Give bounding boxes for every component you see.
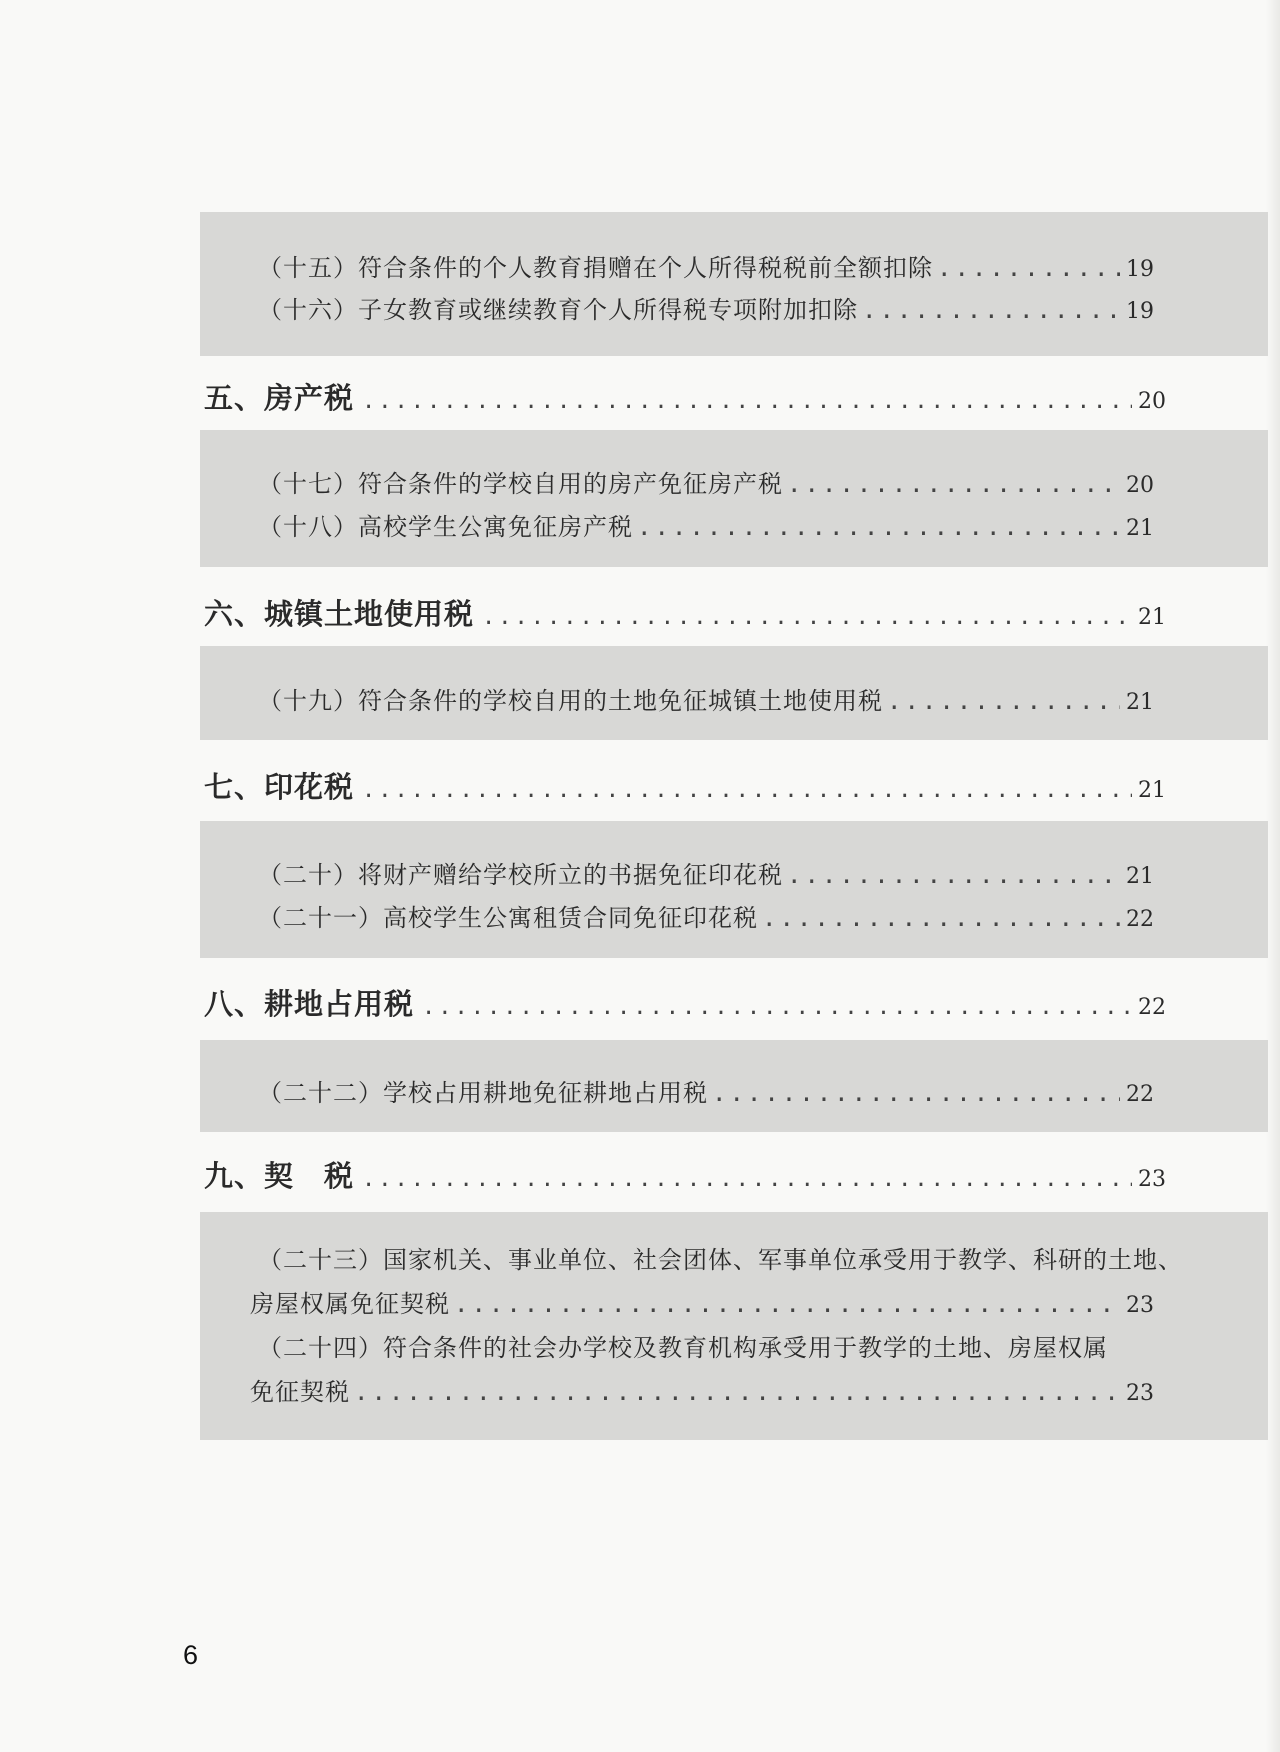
toc-section-heading[interactable] xyxy=(204,592,1166,633)
leader-dots xyxy=(937,254,1120,282)
toc-page-number: 23 xyxy=(1138,1167,1166,1192)
toc-entry-title: （十七）符合条件的学校自用的房产免征房产税 xyxy=(258,470,783,498)
leader-dots xyxy=(637,513,1120,541)
toc-entry[interactable] xyxy=(250,1284,1154,1319)
leader-dots xyxy=(862,296,1120,324)
toc-entry-title: （十九）符合条件的学校自用的土地免征城镇土地使用税 xyxy=(258,687,883,715)
section-title: 八、耕地占用税 xyxy=(204,987,415,1021)
toc-entry[interactable] xyxy=(258,1073,1154,1108)
toc-subsection-box xyxy=(200,430,1268,567)
toc-entry-title: （十八）高校学生公寓免征房产税 xyxy=(258,513,633,541)
toc-entry-title: （二十一）高校学生公寓租赁合同免征印花税 xyxy=(258,904,758,932)
leader-dots xyxy=(482,605,1132,630)
toc-page-number: 19 xyxy=(1126,257,1154,282)
toc-entry-title: （二十）将财产赠给学校所立的书据免征印花税 xyxy=(258,861,783,889)
toc-page-number: 21 xyxy=(1138,778,1166,803)
section-title: 六、城镇土地使用税 xyxy=(204,597,475,631)
leader-dots xyxy=(712,1079,1120,1107)
leader-dots xyxy=(762,904,1120,932)
toc-entry-title-line2: 免征契税 xyxy=(250,1378,350,1406)
toc-entry-title: （十五）符合条件的个人教育捐赠在个人所得税税前全额扣除 xyxy=(258,254,933,282)
leader-dots xyxy=(787,470,1120,498)
toc-page-number: 21 xyxy=(1126,516,1154,541)
toc-entry-title-line1: （二十三）国家机关、事业单位、社会团体、军事单位承受用于教学、科研的土地、 xyxy=(258,1246,1183,1274)
toc-subsection-box xyxy=(200,646,1268,740)
toc-subsection-box xyxy=(200,1212,1268,1440)
toc-page-number: 19 xyxy=(1126,299,1154,324)
toc-page-number: 20 xyxy=(1126,473,1154,498)
leader-dots xyxy=(362,778,1132,803)
section-title: 九、契 税 xyxy=(204,1159,355,1193)
leader-dots xyxy=(354,1378,1120,1406)
toc-entry[interactable] xyxy=(258,507,1154,542)
toc-entry[interactable] xyxy=(258,898,1154,933)
toc-entry-title: （二十二）学校占用耕地免征耕地占用税 xyxy=(258,1079,708,1107)
section-title: 七、印花税 xyxy=(204,770,355,804)
toc-page-number: 23 xyxy=(1126,1381,1154,1406)
toc-section-heading[interactable] xyxy=(204,1154,1166,1195)
toc-page-number: 22 xyxy=(1126,907,1154,932)
leader-dots xyxy=(422,995,1132,1020)
toc-subsection-box xyxy=(200,821,1268,958)
toc-page-number: 21 xyxy=(1126,690,1154,715)
section-title: 五、房产税 xyxy=(204,381,355,415)
toc-entry[interactable] xyxy=(258,248,1154,283)
toc-section-heading[interactable] xyxy=(204,765,1166,806)
toc-page-number: 21 xyxy=(1126,864,1154,889)
leader-dots xyxy=(362,389,1132,414)
toc-page-number: 23 xyxy=(1126,1293,1154,1318)
toc-page-number: 22 xyxy=(1138,995,1166,1020)
toc-entry-title-line1: （二十四）符合条件的社会办学校及教育机构承受用于教学的土地、房屋权属 xyxy=(258,1334,1108,1362)
toc-entry[interactable] xyxy=(258,290,1154,325)
toc-entry[interactable] xyxy=(258,681,1154,716)
leader-dots xyxy=(887,687,1120,715)
toc-section-heading[interactable] xyxy=(204,982,1166,1023)
toc-entry[interactable] xyxy=(258,855,1154,890)
toc-entry-title: （十六）子女教育或继续教育个人所得税专项附加扣除 xyxy=(258,296,858,324)
toc-entry-title-line2: 房屋权属免征契税 xyxy=(250,1290,450,1318)
toc-page-number: 21 xyxy=(1138,605,1166,630)
toc-page-number: 22 xyxy=(1126,1082,1154,1107)
leader-dots xyxy=(362,1167,1132,1192)
leader-dots xyxy=(454,1290,1120,1318)
toc-entry[interactable] xyxy=(258,464,1154,499)
toc-section-heading[interactable] xyxy=(204,376,1166,417)
leader-dots xyxy=(787,861,1120,889)
toc-entry[interactable] xyxy=(250,1372,1154,1407)
page-number: 6 xyxy=(183,1640,199,1670)
toc-subsection-box xyxy=(200,212,1268,356)
page-edge xyxy=(1266,0,1280,1752)
toc-subsection-box xyxy=(200,1040,1268,1132)
toc-page-number: 20 xyxy=(1138,389,1166,414)
